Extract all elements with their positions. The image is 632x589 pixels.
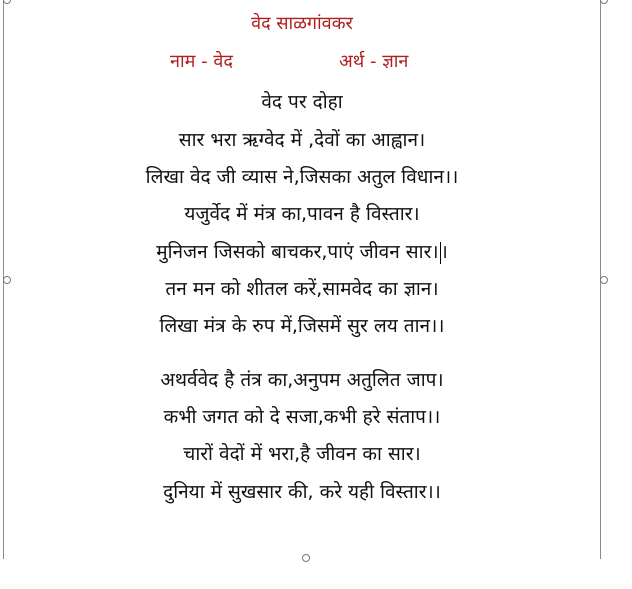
poem-line-2: लिखा वेद जी व्यास ने,जिसका अतुल विधान।। <box>145 166 459 188</box>
meaning-label: अर्थ - ज्ञान <box>339 51 409 72</box>
poem-line-7: अथर्ववेद है तंत्र का,अनुपम अतुलित जाप। <box>160 369 444 391</box>
resize-handle-top-right[interactable] <box>600 0 608 4</box>
poem-line-5: तन मन को शीतल करें,सामवेद का ज्ञान। <box>165 278 439 300</box>
poem-title: वेद पर दोहा <box>261 91 343 113</box>
poem-line-4-row <box>3 238 601 266</box>
poem-line-10: दुनिया में सुखसार की, करे यही विस्तार।। <box>163 481 441 503</box>
poem-line-1: सार भरा ऋग्वेद में ,देवों का आह्वान। <box>178 129 426 151</box>
name-label: नाम - वेद <box>170 51 233 72</box>
poem-line-6: लिखा मंत्र के रुप में,जिसमें सुर लय तान।। <box>159 315 445 337</box>
poem-line-3: यजुर्वेद में मंत्र का,पावन है विस्तार। <box>184 203 420 225</box>
poem-line-9: चारों वेदों में भरा,है जीवन का सार। <box>183 443 421 465</box>
author-name: वेद साळगांवकर <box>251 13 353 34</box>
resize-handle-bottom[interactable] <box>302 554 310 562</box>
resize-handle-right[interactable] <box>600 276 608 284</box>
caret-trailing-mark: । <box>440 241 448 263</box>
poem-line-8: कभी जगत को दे सजा,कभी हरे संताप।। <box>163 406 441 428</box>
poem-line-4: मुनिजन जिसको बाचकर,पाएं जीवन सार। <box>156 241 439 263</box>
resize-handle-top-left[interactable] <box>3 0 11 4</box>
